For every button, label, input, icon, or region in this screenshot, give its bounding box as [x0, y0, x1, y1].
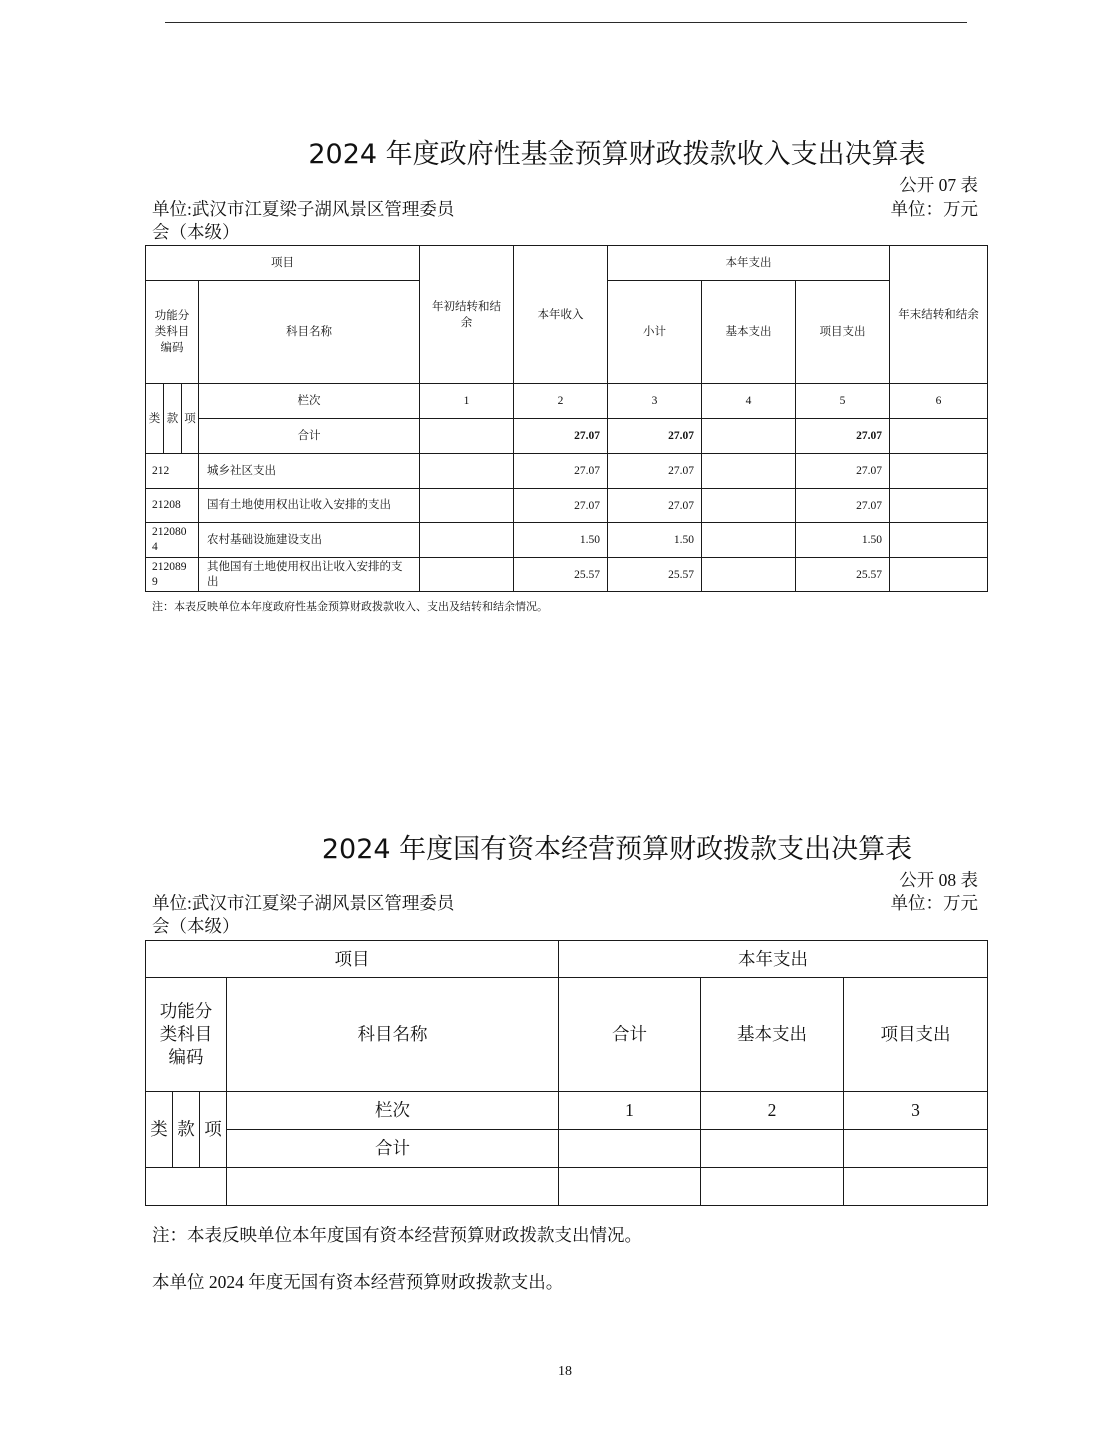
header-item-cell: 项目 [146, 246, 420, 281]
column-index-row [146, 1092, 988, 1130]
column-index-label-cell: 栏次 [227, 1092, 559, 1130]
table07-unit-organization: 单位:武汉市江夏梁子湖风景区管理委员会（本级） [152, 199, 455, 242]
header-income-cell: 本年收入 [514, 246, 608, 384]
header-code-cell [146, 978, 227, 1092]
row-name-cell [227, 1168, 559, 1206]
table-row [146, 523, 988, 558]
row-opening-balance-cell [420, 523, 514, 558]
column-number-cell: 4 [702, 384, 796, 419]
total-income-cell: 27.07 [514, 419, 608, 454]
level-item-cell: 项 [182, 384, 199, 454]
total-row [146, 1130, 988, 1168]
row-name: 城乡社区支出 [207, 464, 276, 477]
level-item-cell: 项 [200, 1092, 227, 1168]
row-closing-balance-cell [890, 489, 988, 523]
row-code-cell [146, 489, 199, 523]
total-basic-cell [702, 419, 796, 454]
header-rule [165, 22, 967, 23]
row-opening-balance-cell [420, 489, 514, 523]
row-code-cell [146, 1168, 227, 1206]
table07-grid [145, 245, 988, 592]
total-amount-cell [559, 1130, 701, 1168]
table08-title: 2024 年度国有资本经营预算财政拨款支出决算表 [321, 834, 913, 865]
total-opening-balance-cell [420, 419, 514, 454]
header-expenditure-cell: 本年支出 [608, 246, 890, 281]
header-subtotal-cell: 小计 [608, 281, 702, 384]
row-basic-cell [702, 454, 796, 489]
header-name-cell: 科目名称 [199, 281, 420, 384]
row-name: 其他国有土地使用权出让收入安排的支出 [207, 560, 403, 588]
table08-grid [145, 940, 988, 1206]
column-number-cell: 6 [890, 384, 988, 419]
table08-unit-organization: 单位:武汉市江夏梁子湖风景区管理委员会（本级） [152, 893, 455, 936]
header-expenditure-cell: 本年支出 [559, 941, 988, 978]
header-basic-cell: 基本支出 [702, 281, 796, 384]
column-number-cell: 1 [559, 1092, 701, 1130]
header-opening-balance-label: 年初结转和结余 [431, 300, 501, 329]
header-project-cell: 项目支出 [844, 978, 988, 1092]
header-opening-balance-cell [420, 246, 514, 384]
header-row-1 [146, 941, 988, 978]
row-code-cell [146, 523, 199, 558]
header-code-cell [146, 281, 199, 384]
row-name-cell [199, 454, 420, 489]
row-total-cell [559, 1168, 701, 1206]
row-code: 212 [152, 464, 170, 477]
row-name-cell [199, 558, 420, 592]
header-code-label: 功能分类科目编码 [154, 310, 190, 354]
total-label-cell: 合计 [227, 1130, 559, 1168]
column-number-cell: 1 [420, 384, 514, 419]
row-code-cell [146, 454, 199, 489]
row-code-cell [146, 558, 199, 592]
column-number-cell: 2 [701, 1092, 844, 1130]
level-section-cell: 款 [173, 1092, 200, 1168]
total-subtotal-cell: 27.07 [608, 419, 702, 454]
column-number-cell: 3 [608, 384, 702, 419]
row-closing-balance-cell [890, 523, 988, 558]
table-row [146, 558, 988, 592]
row-project-cell: 27.07 [796, 454, 890, 489]
table07-note: 注：本表反映单位本年度政府性基金预算财政拨款收入、支出及结转和结余情况。 [152, 601, 548, 613]
row-income-cell: 25.57 [514, 558, 608, 592]
row-opening-balance-cell [420, 454, 514, 489]
column-number-cell: 3 [844, 1092, 988, 1130]
row-code: 21208 [152, 499, 181, 511]
header-row-1 [146, 246, 988, 281]
row-project-cell: 1.50 [796, 523, 890, 558]
level-category-cell: 类 [146, 384, 164, 454]
column-index-row [146, 384, 988, 419]
row-code: 2120899 [152, 560, 187, 588]
row-code: 2120804 [152, 526, 187, 553]
level-category-cell: 类 [146, 1092, 173, 1168]
table07-unit-currency: 单位：万元 [890, 199, 978, 219]
header-item-cell: 项目 [146, 941, 559, 978]
total-project-cell: 27.07 [796, 419, 890, 454]
header-total-cell: 合计 [559, 978, 701, 1092]
row-subtotal-cell: 27.07 [608, 489, 702, 523]
header-name-cell: 科目名称 [227, 978, 559, 1092]
column-index-label-cell: 栏次 [199, 384, 420, 419]
header-project-cell: 项目支出 [796, 281, 890, 384]
table08-unit-currency: 单位：万元 [890, 893, 978, 913]
total-label-cell: 合计 [199, 419, 420, 454]
header-code-label: 功能分类科目编码 [159, 1001, 213, 1067]
row-name-cell [199, 489, 420, 523]
row-basic-cell [701, 1168, 844, 1206]
row-income-cell: 1.50 [514, 523, 608, 558]
row-name-cell [199, 523, 420, 558]
table-row [146, 489, 988, 523]
table08-note: 注：本表反映单位本年度国有资本经营预算财政拨款支出情况。 [152, 1225, 642, 1245]
header-basic-cell: 基本支出 [701, 978, 844, 1092]
row-basic-cell [702, 523, 796, 558]
row-opening-balance-cell [420, 558, 514, 592]
total-project-cell [844, 1130, 988, 1168]
row-subtotal-cell: 27.07 [608, 454, 702, 489]
table08-statement: 本单位 2024 年度无国有资本经营预算财政拨款支出。 [152, 1272, 564, 1292]
row-name: 国有土地使用权出让收入安排的支出 [207, 499, 391, 511]
row-project-cell [844, 1168, 988, 1206]
row-closing-balance-cell [890, 558, 988, 592]
table-row [146, 454, 988, 489]
total-closing-balance-cell [890, 419, 988, 454]
row-basic-cell [702, 558, 796, 592]
row-basic-cell [702, 489, 796, 523]
row-project-cell: 25.57 [796, 558, 890, 592]
level-section-cell: 款 [164, 384, 182, 454]
page-number: 18 [558, 1364, 572, 1379]
row-subtotal-cell: 1.50 [608, 523, 702, 558]
row-closing-balance-cell [890, 454, 988, 489]
column-number-cell: 5 [796, 384, 890, 419]
row-subtotal-cell: 25.57 [608, 558, 702, 592]
table07-form-number: 公开 07 表 [899, 175, 978, 195]
header-closing-balance-cell: 年末结转和结余 [890, 246, 988, 384]
row-name: 农村基础设施建设支出 [207, 533, 322, 546]
row-income-cell: 27.07 [514, 489, 608, 523]
header-row-2 [146, 978, 988, 1092]
table-row [146, 1168, 988, 1206]
row-income-cell: 27.07 [514, 454, 608, 489]
row-project-cell: 27.07 [796, 489, 890, 523]
column-number-cell: 2 [514, 384, 608, 419]
total-row [146, 419, 988, 454]
total-basic-cell [701, 1130, 844, 1168]
table08-form-number: 公开 08 表 [899, 870, 978, 890]
table07-title: 2024 年度政府性基金预算财政拨款收入支出决算表 [308, 139, 926, 170]
